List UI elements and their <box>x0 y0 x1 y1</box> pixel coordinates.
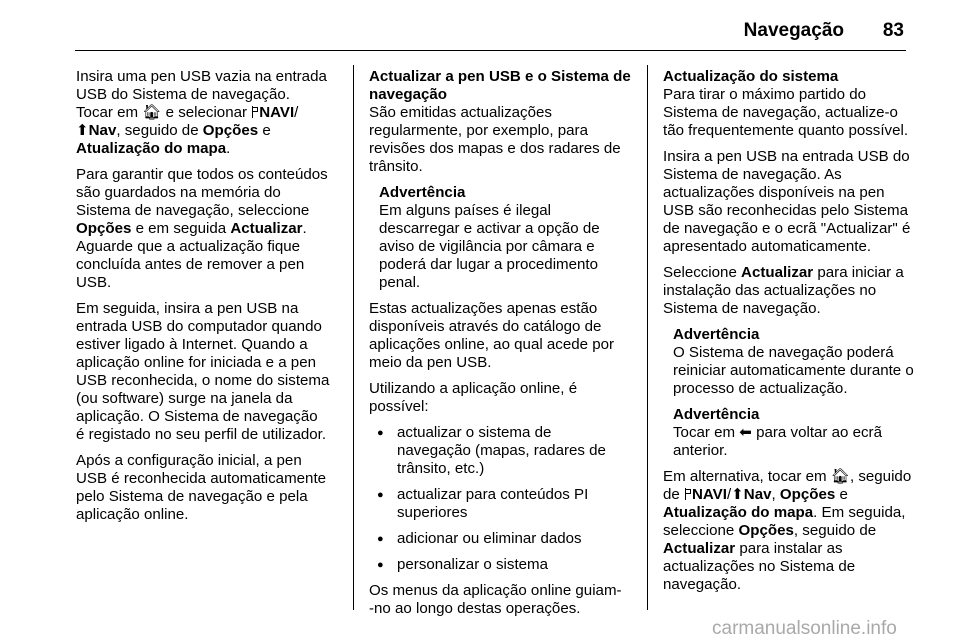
text-line: regularmente, por exemplo, para <box>369 122 588 139</box>
warning-title: Advertência <box>673 326 760 343</box>
page-title: Navegação <box>743 20 844 41</box>
text-line: revisões dos mapas e dos radares de <box>369 140 621 157</box>
paragraph <box>369 104 636 176</box>
watermark: carmanualsonline.info <box>712 618 897 639</box>
paragraph <box>663 264 930 318</box>
text-line: aplicação online for iniciada e a pen <box>76 354 316 371</box>
route-icon: ⬆ <box>76 122 89 139</box>
text-line: navegação. <box>663 576 742 593</box>
paragraph <box>663 468 930 594</box>
text-line: descarregar e activar a opção de <box>379 220 600 237</box>
text-line: anterior. <box>673 442 728 459</box>
bullet-list <box>369 424 636 574</box>
text-line: Sistema de navegação, seleccione <box>76 202 310 219</box>
text-line: actualizações disponíveis na pen <box>663 184 885 201</box>
column-divider <box>647 65 648 610</box>
text-line: Sistema de navegação, actualize-o <box>663 104 898 121</box>
text-line: apresentado automaticamente. <box>663 238 872 255</box>
text-line: Em alternativa, tocar em 🏠︎, seguido <box>663 468 912 485</box>
text-line: Seleccione Actualizar para iniciar a <box>663 264 904 281</box>
text-line: Para garantir que todos os conteúdos <box>76 166 328 183</box>
text-line: Atualização do mapa. <box>76 140 231 157</box>
text-line: USB são reconhecidas pelo Sistema <box>663 202 908 219</box>
column-divider <box>353 65 354 610</box>
warning-note <box>673 326 930 398</box>
list-item: ● adicionar ou eliminar dados <box>369 530 636 548</box>
text-line: penal. <box>379 274 421 291</box>
text-line: aplicação online. <box>76 506 189 523</box>
text-line: tão frequentemente quanto possível. <box>663 122 909 139</box>
back-arrow-icon: ⬅ <box>739 424 752 441</box>
section-heading: Actualização do sistema <box>663 68 839 85</box>
flag-icon <box>252 106 258 118</box>
column-2 <box>369 68 636 626</box>
text-line: Estas actualizações apenas estão <box>369 300 598 317</box>
paragraph <box>76 68 343 158</box>
text-line: Tocar em 🏠︎ e selecionar NAVI/ <box>76 104 299 121</box>
text-line: de NAVI/⬆Nav, Opções e <box>663 486 848 503</box>
text-line: Insira a pen USB na entrada USB do <box>663 148 910 165</box>
paragraph <box>76 452 343 524</box>
text-line: concluída antes de remover a pen <box>76 256 305 273</box>
text-line: seleccione Opções, seguido de <box>663 522 877 539</box>
text-line: instalação das actualizações no <box>663 282 877 299</box>
text-line: entrada USB do computador quando <box>76 318 322 335</box>
list-item: ● actualizar para conteúdos PI superiores <box>369 486 636 522</box>
text-line: Atualização do mapa. Em seguida, <box>663 504 906 521</box>
paragraph <box>76 166 343 292</box>
text-line: disponíveis através do catálogo de <box>369 318 602 335</box>
text-line: Após a configuração inicial, a pen <box>76 452 302 469</box>
house-icon: 🏠︎ <box>142 104 162 121</box>
text-line: Para tirar o máximo partido do <box>663 86 867 103</box>
header-rule <box>75 50 906 51</box>
text-line: O Sistema de navegação poderá <box>673 344 894 361</box>
text-line: Sistema de navegação. <box>663 300 821 317</box>
text-line: Aguarde que a actualização fique <box>76 238 301 255</box>
paragraph <box>663 148 930 256</box>
page-number: 83 <box>882 20 904 41</box>
text-line: actualizações no Sistema de <box>663 558 856 575</box>
text-line: possível: <box>369 398 429 415</box>
list-item: ● actualizar o sistema de navegação (mapas, radares de trânsito, etc.) <box>369 424 636 478</box>
text-line: Os menus da aplicação online guiam- <box>369 582 622 599</box>
warning-title: Advertência <box>673 406 760 423</box>
warning-title: Advertência <box>379 184 466 201</box>
text-line: Em alguns países é ilegal <box>379 202 552 219</box>
text-line: aplicação. O Sistema de navegação <box>76 408 318 425</box>
paragraph <box>76 300 343 444</box>
text-line: -no ao longo destas operações. <box>369 600 581 617</box>
paragraph <box>369 380 636 416</box>
text-line: trânsito. <box>369 158 423 175</box>
text-line: Insira uma pen USB vazia na entrada <box>76 68 327 85</box>
text-line: USB do Sistema de navegação. <box>76 86 290 103</box>
text-line: aplicações online, ao qual acede por <box>369 336 615 353</box>
text-line: estiver ligado à Internet. Quando a <box>76 336 308 353</box>
text-line: Em seguida, insira a pen USB na <box>76 300 299 317</box>
text-line: (ou software) surge na janela da <box>76 390 293 407</box>
paragraph <box>663 86 930 140</box>
paragraph <box>369 300 636 372</box>
text-line: são guardados na memória do <box>76 184 281 201</box>
text-line: processo de actualização. <box>673 380 848 397</box>
flag-icon <box>685 488 691 500</box>
text-line: Opções e em seguida Actualizar. <box>76 220 307 237</box>
text-line: Actualizar para instalar as <box>663 540 843 557</box>
house-icon: 🏠︎ <box>830 468 850 485</box>
route-icon: ⬆ <box>731 486 744 503</box>
text-line: poderá dar lugar a procedimento <box>379 256 598 273</box>
warning-note <box>379 184 636 292</box>
text-line: USB reconhecida, o nome do sistema <box>76 372 330 389</box>
column-1 <box>76 68 343 532</box>
section-heading: Actualizar a pen USB e o Sistema de navegação <box>369 68 631 103</box>
text-line: é registado no seu perfil de utilizador. <box>76 426 327 443</box>
text-line: meio da pen USB. <box>369 354 492 371</box>
page-header <box>0 0 960 50</box>
text-line: Utilizando a aplicação online, é <box>369 380 578 397</box>
text-line: USB é reconhecida automaticamente <box>76 470 327 487</box>
text-line: aviso de vigilância por câmara e <box>379 238 595 255</box>
column-3 <box>663 68 930 602</box>
text-line: pelo Sistema de navegação e pela <box>76 488 308 505</box>
paragraph <box>369 582 636 618</box>
text-line: de navegação e o ecrã "Actualizar" é <box>663 220 911 237</box>
text-line: ⬆Nav, seguido de Opções e <box>76 122 271 139</box>
text-line: Sistema de navegação. As <box>663 166 842 183</box>
text-line: São emitidas actualizações <box>369 104 552 121</box>
list-item: ● personalizar o sistema <box>369 556 636 574</box>
text-line: USB. <box>76 274 112 291</box>
text-line: reiniciar automaticamente durante o <box>673 362 914 379</box>
text-line: Tocar em ⬅ para voltar ao ecrã <box>673 424 882 441</box>
warning-note <box>673 406 930 460</box>
